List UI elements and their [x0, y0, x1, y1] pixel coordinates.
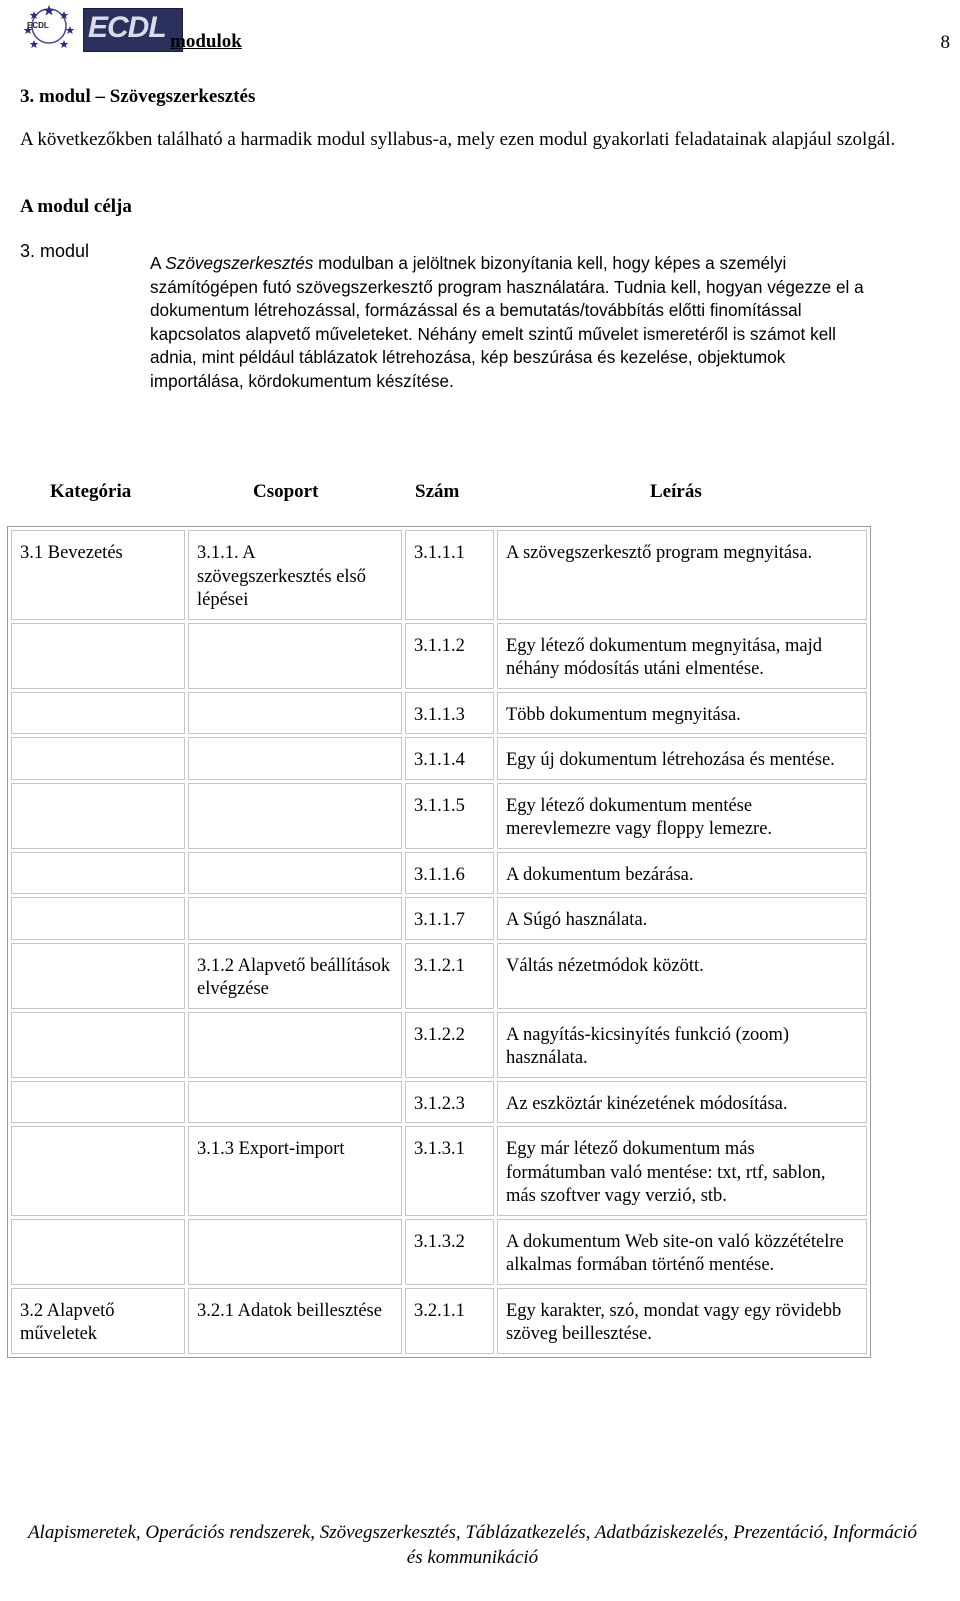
cell-number: 3.1.3.1: [405, 1126, 494, 1216]
cell-description: Egy már létező dokumentum más formátumban való mentése: txt, rtf, sablon, más szoftver vagy verzió, stb.: [497, 1126, 867, 1216]
cell-group: [188, 623, 402, 689]
cell-description: A nagyítás-kicsinyítés funkció (zoom) használata.: [497, 1012, 867, 1078]
cell-description: Váltás nézetmódok között.: [497, 943, 867, 1009]
cell-category: [11, 1081, 185, 1124]
cell-number: 3.1.1.4: [405, 737, 494, 780]
cell-group: [188, 783, 402, 849]
module-description: [150, 252, 870, 393]
cell-category: [11, 852, 185, 895]
cell-group: [188, 897, 402, 940]
cell-category: [11, 737, 185, 780]
cell-group: [188, 1081, 402, 1124]
cell-number: 3.1.1.6: [405, 852, 494, 895]
cell-description: Egy karakter, szó, mondat vagy egy rövidebb szöveg beillesztése.: [497, 1288, 867, 1354]
column-header-category: Kategória: [50, 481, 132, 502]
table-row: [11, 737, 867, 780]
table-row: [11, 1081, 867, 1124]
ecdl-logo-label: ECDL: [27, 21, 49, 30]
ecdl-banner-logo: [83, 8, 183, 52]
cell-description: A Súgó használata.: [497, 897, 867, 940]
cell-group: 3.2.1 Adatok beillesztése: [188, 1288, 402, 1354]
desc-prefix: A: [150, 253, 166, 273]
cell-number: 3.1.2.3: [405, 1081, 494, 1124]
cell-category: [11, 943, 185, 1009]
column-header-group: Csoport: [253, 481, 319, 502]
cell-description: A dokumentum bezárása.: [497, 852, 867, 895]
cell-category: [11, 897, 185, 940]
table-row: [11, 1012, 867, 1078]
header-title: modulok: [170, 31, 242, 52]
cell-category: 3.1 Bevezetés: [11, 530, 185, 620]
cell-category: [11, 1219, 185, 1285]
cell-description: Egy új dokumentum létrehozása és mentése.: [497, 737, 867, 780]
cell-number: 3.1.2.2: [405, 1012, 494, 1078]
page-footer: Alapismeretek, Operációs rendszerek, Szövegszerkesztés, Táblázatkezelés, Adatbáziskezelés, Prezentáció, Információ és kommunikáció: [27, 1522, 918, 1568]
cell-number: 3.1.1.2: [405, 623, 494, 689]
cell-category: [11, 623, 185, 689]
cell-category: [11, 1012, 185, 1078]
page-number: 8: [940, 32, 950, 53]
cell-group: [188, 692, 402, 735]
intro-paragraph: A következőkben található a harmadik modul syllabus-a, mely ezen modul gyakorlati feladatainak alapjául szolgál.: [20, 129, 896, 150]
table-row: [11, 623, 867, 689]
table-row: [11, 943, 867, 1009]
module-label: 3. modul: [20, 241, 90, 261]
cell-description: A szövegszerkesztő program megnyitása.: [497, 530, 867, 620]
syllabus-table-body: [11, 530, 867, 1354]
cell-group: 3.1.3 Export-import: [188, 1126, 402, 1216]
cell-group: 3.1.1. A szövegszerkesztés első lépései: [188, 530, 402, 620]
cell-category: [11, 783, 185, 849]
cell-description: Több dokumentum megnyitása.: [497, 692, 867, 735]
goal-heading: A modul célja: [20, 196, 132, 217]
table-row: [11, 897, 867, 940]
cell-description: Egy létező dokumentum mentése merevlemezre vagy floppy lemezre.: [497, 783, 867, 849]
cell-number: 3.1.1.5: [405, 783, 494, 849]
cell-description: A dokumentum Web site-on való közzétételre alkalmas formában történő mentése.: [497, 1219, 867, 1285]
cell-number: 3.1.2.1: [405, 943, 494, 1009]
table-row: [11, 692, 867, 735]
table-row: [11, 530, 867, 620]
cell-category: [11, 1126, 185, 1216]
cell-number: 3.1.1.1: [405, 530, 494, 620]
cell-category: 3.2 Alapvető műveletek: [11, 1288, 185, 1354]
cell-category: [11, 692, 185, 735]
ecdl-banner-text: ECDL: [88, 11, 166, 44]
desc-emphasis: Szövegszerkesztés: [165, 253, 314, 273]
table-row: [11, 783, 867, 849]
cell-group: [188, 852, 402, 895]
column-header-description: Leírás: [650, 481, 702, 502]
page-header: [20, 4, 950, 52]
cell-group: 3.1.2 Alapvető beállítások elvégzése: [188, 943, 402, 1009]
table-row: [11, 1126, 867, 1216]
cell-description: Az eszköztár kinézetének módosítása.: [497, 1081, 867, 1124]
table-row: [11, 852, 867, 895]
syllabus-table: [7, 526, 871, 1358]
cell-group: [188, 1012, 402, 1078]
desc-rest: modulban a jelöltnek bizonyítania kell, hogy képes a személyi számítógépen futó szövegszerkesztő program használatára. Tudnia kell, hogyan végezze el a dokumentum létrehozással, formázással és a bemutatás/továbbítás előtti finomítással kapcsolatos alapvető műveleteket. Néhány emelt szintű művelet ismeretéről is számot kell adnia, mint például táblázatok létrehozása, kép beszúrása és kezelése, objektumok importálása, kördokumentum készítése.: [150, 253, 864, 391]
cell-group: [188, 737, 402, 780]
table-row: [11, 1288, 867, 1354]
cell-group: [188, 1219, 402, 1285]
table-row: [11, 1219, 867, 1285]
cell-description: Egy létező dokumentum megnyitása, majd néhány módosítás utáni elmentése.: [497, 623, 867, 689]
cell-number: 3.1.1.7: [405, 897, 494, 940]
section-title: 3. modul – Szövegszerkesztés: [20, 86, 256, 107]
cell-number: 3.1.3.2: [405, 1219, 494, 1285]
cell-number: 3.2.1.1: [405, 1288, 494, 1354]
cell-number: 3.1.1.3: [405, 692, 494, 735]
column-header-number: Szám: [415, 481, 460, 502]
